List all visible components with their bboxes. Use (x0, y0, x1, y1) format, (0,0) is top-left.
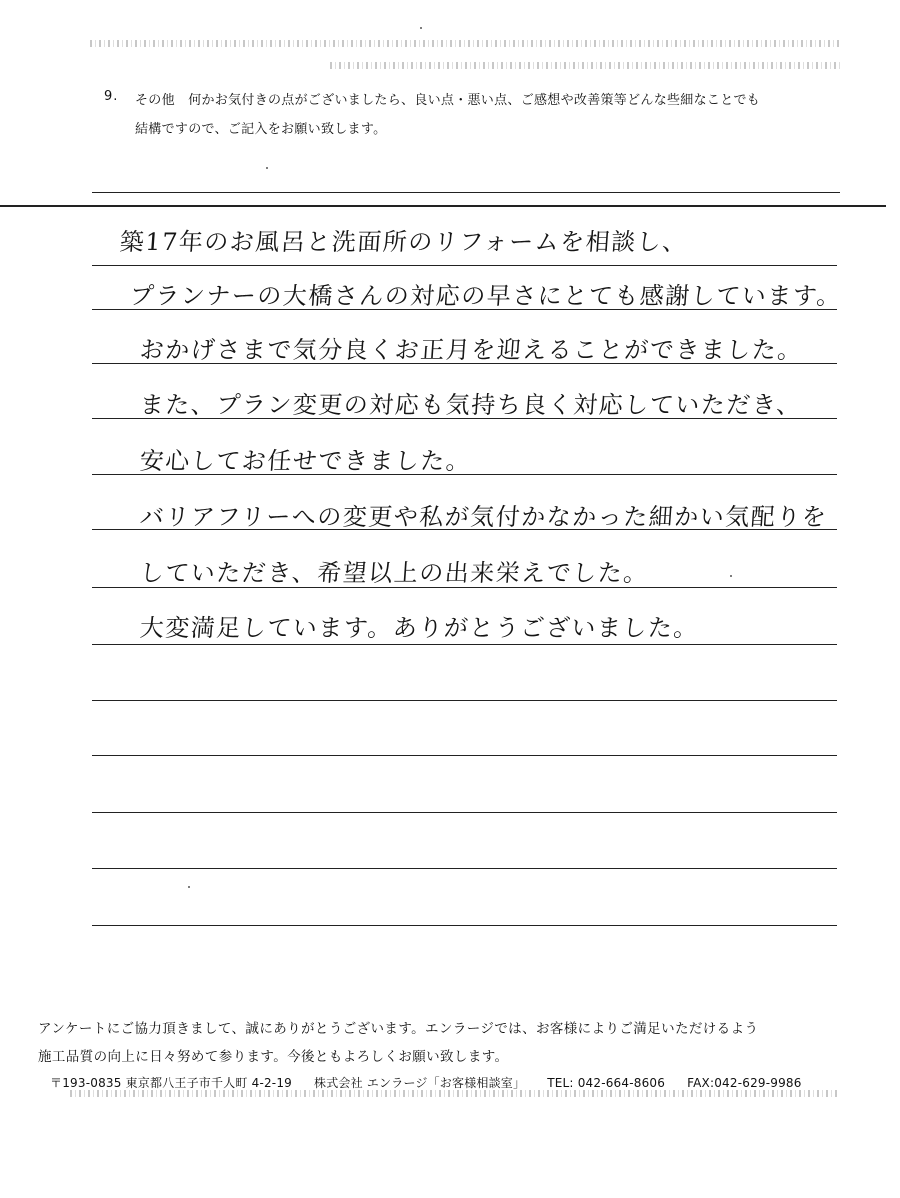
footer-thanks-line-1: アンケートにご協力頂きまして、誠にありがとうございます。エンラージでは、お客様によりご満足いただけるよう (38, 1021, 759, 1037)
scan-speck (730, 575, 732, 577)
handwritten-line-5: 安心してお任せできました。 (138, 447, 473, 475)
handwritten-line-7: していただき、希望以上の出来栄えでした。 (138, 559, 650, 587)
scan-noise-top (90, 40, 840, 47)
writing-rule (92, 644, 837, 645)
scan-speck (420, 27, 422, 29)
scan-speck (188, 886, 190, 888)
writing-rule (92, 925, 837, 926)
handwritten-line-4: また、プラン変更の対応も気持ち良く対応していただき、 (138, 391, 803, 419)
question-text-line-2: 結構ですので、ご記入をお願い致します。 (135, 122, 387, 137)
footer-address: 〒193-0835 東京都八王子市千人町 4-2-19 (50, 1076, 293, 1090)
handwritten-line-2: プランナーの大橋さんの対応の早さにとても感謝しています。 (128, 282, 843, 310)
scan-noise-top-2 (330, 62, 840, 69)
footer-tel: TEL: 042-664-8606 (547, 1076, 666, 1090)
question-number: 9. (104, 89, 119, 104)
footer-company: 株式会社 エンラージ「お客様相談室」 (314, 1076, 526, 1090)
writing-rule (92, 265, 837, 266)
page-divider (0, 205, 886, 207)
writing-rule (92, 700, 837, 701)
contact-info (50, 1074, 820, 1091)
handwritten-line-8: 大変満足しています。ありがとうございました。 (138, 614, 700, 642)
handwritten-line-3: おかげさまで気分良くお正月を迎えることができました。 (138, 336, 804, 364)
scan-speck (266, 167, 268, 169)
writing-rule (92, 868, 837, 869)
writing-rule (92, 812, 837, 813)
writing-rule (92, 755, 837, 756)
question-text-line-1: その他 何かお気付きの点がございましたら、良い点・悪い点、ご感想や改善策等どんな些細なことでも (135, 93, 761, 108)
handwritten-line-6: バリアフリーへの変更や私が気付かなかった細かい気配りを (138, 503, 829, 531)
writing-rule (92, 192, 840, 193)
footer-fax: FAX:042-629-9986 (687, 1076, 802, 1090)
scan-noise-bottom (70, 1090, 840, 1097)
footer-thanks-line-2: 施工品質の向上に日々努めて参ります。今後ともよろしくお願い致します。 (38, 1049, 509, 1065)
handwritten-line-1: 築17年のお風呂と洗面所のリフォームを相談し、 (118, 228, 689, 256)
